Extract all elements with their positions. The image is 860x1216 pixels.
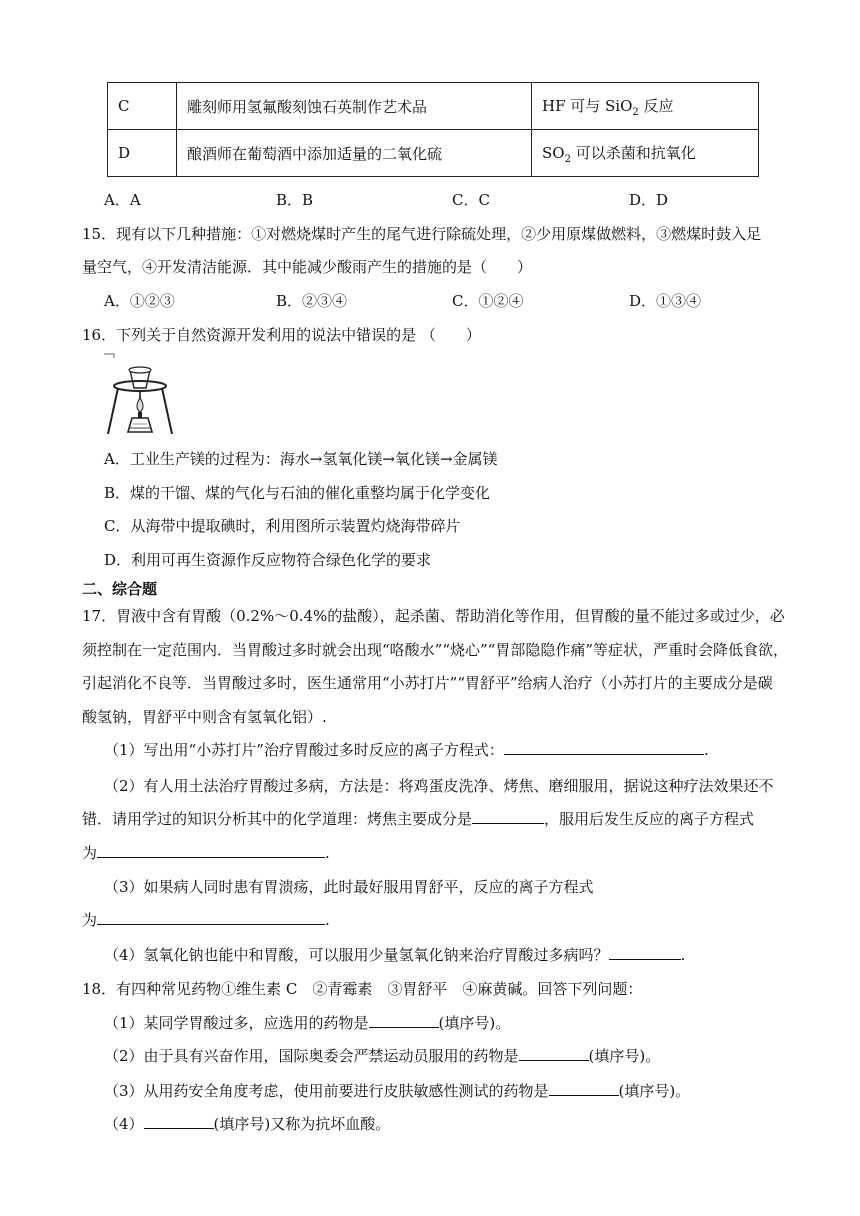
q14-option-b: B．B: [276, 191, 314, 209]
q17-part1-text: （1）写出用“小苏打片”治疗胃酸过多时反应的离子方程式：: [104, 741, 504, 759]
q17-part3-text: 为: [82, 911, 98, 929]
table-row: [108, 83, 759, 130]
q18-part2: [104, 1045, 660, 1066]
q18-part4-text: （4）: [104, 1115, 144, 1133]
q18-part3-text: （3）从用药安全角度考虑，使用前要进行皮肤敏感性测试的药物是: [104, 1082, 549, 1100]
answer-blank[interactable]: [609, 945, 681, 960]
q16-option-b: B．煤的干馏、煤的气化与石油的催化重整均属于化学变化: [104, 484, 491, 502]
row-description: 酿酒师在葡萄酒中添加适量的二氧化硫: [177, 130, 532, 177]
q14-option-d: D．D: [629, 191, 669, 209]
table-row: [108, 130, 759, 177]
q15-option-c: C．①②④: [452, 292, 524, 310]
q18-part1-text: （1）某同学胃酸过多，应选用的药物是: [104, 1014, 369, 1032]
q18-stem: 18．有四种常见药物①维生素 C ②青霉素 ③胃舒平 ④麻黄碱。回答下列问题：: [82, 980, 643, 998]
q16-option-a: A．工业生产镁的过程为：海水→氢氧化镁→氧化镁→金属镁: [104, 450, 498, 468]
q17-part1: [104, 739, 709, 760]
punctuation: .: [703, 741, 709, 759]
punctuation: .: [325, 911, 330, 929]
row-reason: HF 可与 SiO$_2$ 反应: [532, 83, 759, 130]
q17-part2-text: 为: [82, 844, 98, 862]
q18-part3: [104, 1080, 690, 1101]
q18-part1: [104, 1012, 510, 1033]
punctuation: .: [680, 946, 686, 964]
q17-stem-line1: 17．胃液中含有胃酸（0.2%～0.4%的盐酸），起杀菌、帮助消化等作用，但胃酸的量不能过多或过少，必: [82, 607, 785, 625]
q17-part3-line1: （3）如果病人同时患有胃溃疡，此时最好服用胃舒平，反应的离子方程式: [104, 878, 594, 896]
section-heading: 二、综合题: [82, 580, 158, 598]
answer-blank[interactable]: [472, 809, 544, 824]
q17-part2-line2: [82, 808, 754, 829]
q18-part4-text: (填序号)又称为抗坏血酸。: [213, 1115, 391, 1133]
q16-stem: 16．下列关于自然资源开发利用的说法中错误的是 （ ）: [82, 326, 481, 344]
row-label: D: [108, 130, 177, 177]
answer-blank[interactable]: [369, 1013, 439, 1028]
answer-blank[interactable]: [97, 843, 325, 858]
options-table: [107, 82, 759, 177]
q15-option-a: A．①②③: [104, 292, 175, 310]
q16-option-c: C．从海带中提取碘时，利用图所示装置灼烧海带碎片: [104, 517, 461, 535]
q16-option-d: D．利用可再生资源作反应物符合绿色化学的要求: [104, 551, 432, 569]
answer-blank[interactable]: [504, 740, 704, 755]
crucible-apparatus-figure: [100, 352, 180, 436]
row-description: 雕刻师用氢氟酸刻蚀石英制作艺术品: [177, 83, 532, 130]
q18-part1-text: (填序号)。: [438, 1014, 511, 1032]
q17-part4-text: （4）氢氧化钠也能中和胃酸，可以服用少量氢氧化钠来治疗胃酸过多病吗？: [104, 946, 609, 964]
q15-option-b: B．②③④: [276, 292, 348, 310]
punctuation: .: [325, 844, 330, 862]
q17-part3-line2: [82, 909, 330, 930]
q18-part3-text: (填序号)。: [618, 1082, 691, 1100]
q17-part2-text: 错．请用学过的知识分析其中的化学道理：烤焦主要成分是: [82, 810, 473, 828]
q18-part2-text: （2）由于具有兴奋作用，国际奥委会严禁运动员服用的药物是: [104, 1047, 519, 1065]
row-reason: $SO_2$ 可以杀菌和抗氧化: [532, 130, 759, 177]
q14-option-a: A．A: [104, 191, 141, 209]
q17-stem-line2: 须控制在一定范围内．当胃酸过多时就会出现“咯酸水”“烧心”“胃部隐隐作痛”等症状，严重时会降低食欲，: [82, 641, 789, 659]
q17-part2-text: ，服用后发生反应的离子方程式: [544, 810, 755, 828]
q17-stem-line4: 酸氢钠，胃舒平中则含有氢氧化铝）.: [82, 708, 327, 726]
q17-part2-line3: [82, 842, 330, 863]
q15-stem-line1: 15．现有以下几种措施：①对燃烧煤时产生的尾气进行除硫处理，②少用原煤做燃料，③燃煤时鼓入足: [82, 225, 762, 243]
answer-blank[interactable]: [519, 1046, 589, 1061]
q15-stem-line2: 量空气，④开发清洁能源．其中能减少酸雨产生的措施的是（ ）: [82, 258, 533, 276]
answer-blank[interactable]: [549, 1081, 619, 1096]
q17-stem-line3: 引起消化不良等．当胃酸过多时，医生通常用“小苏打片”“胃舒平”给病人治疗（小苏打片的主要成分是碳: [82, 674, 773, 692]
q14-option-c: C．C: [452, 191, 490, 209]
answer-blank[interactable]: [144, 1114, 214, 1129]
q17-part4: [104, 944, 685, 965]
row-label: C: [108, 83, 177, 130]
q15-option-d: D．①③④: [629, 292, 702, 310]
answer-blank[interactable]: [97, 910, 325, 925]
q18-part4: [104, 1113, 390, 1134]
q17-part2-line1: （2）有人用土法治疗胃酸过多病，方法是：将鸡蛋皮洗净、烤焦、磨细服用，据说这种疗法效果还不: [104, 777, 774, 795]
q18-part2-text: (填序号)。: [588, 1047, 661, 1065]
